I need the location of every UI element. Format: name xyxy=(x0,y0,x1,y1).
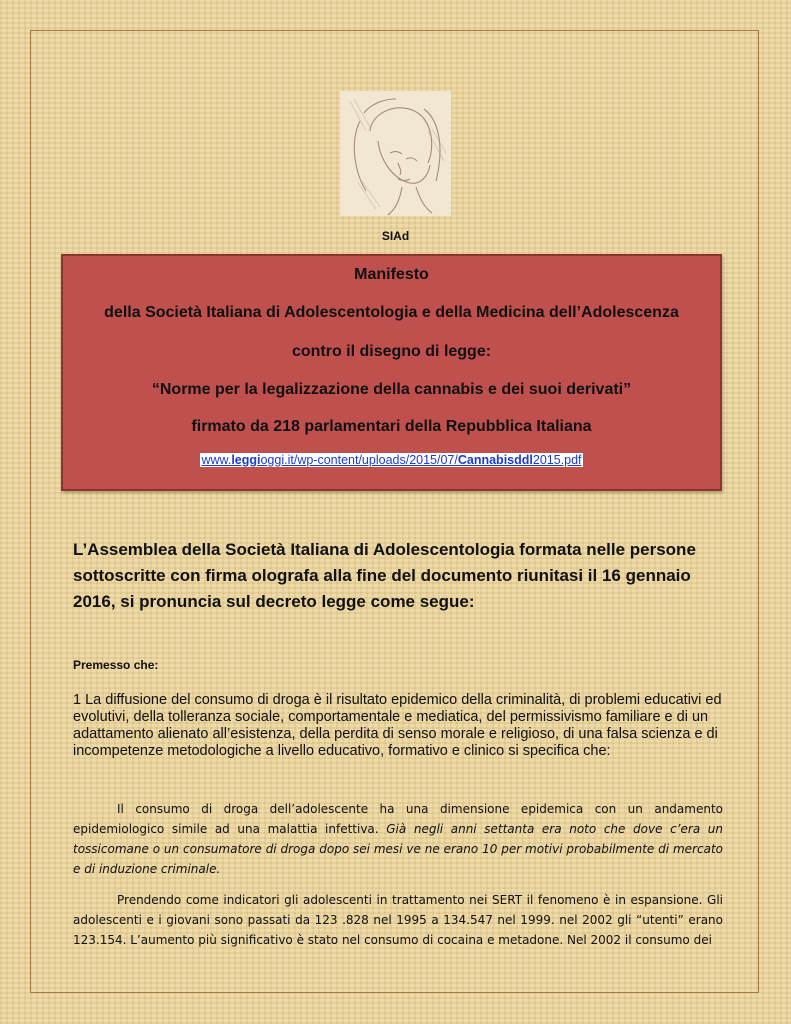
portrait-sketch-image xyxy=(340,91,451,216)
manifesto-title: Manifesto xyxy=(354,266,429,283)
paragraph-epidemic-italic: Già negli anni settanta era noto che dove c’era un tossicomane o un consumatore di droga dopo sei mesi ve ne erano 10 per motivi probabilmente di mercato e di induzione criminale. xyxy=(73,822,723,876)
law-document-link[interactable] xyxy=(63,453,720,467)
manifesto-signed-line: firmato da 218 parlamentari della Repubblica Italiana xyxy=(191,418,592,435)
link-part: oggi.it/wp-content/uploads/2015/07/ xyxy=(260,453,458,467)
manifesto-against-line: contro il disegno di legge: xyxy=(291,343,492,360)
paragraph-epidemic-text: Il consumo di droga dell’adolescente ha una dimensione epidemica con un andamento epidemiologico simile ad una malattia infettiva. xyxy=(73,802,723,836)
org-short-name: SIAd xyxy=(381,229,410,243)
assembly-intro-heading: L’Assemblea della Società Italiana di Adolescentologia formata nelle persone sottoscritte con firma olografa alla fine del documento riunitasi il 16 gennaio 2016, si pronuncia sul decreto legge come segue: xyxy=(73,540,696,611)
paragraph-sert-text: Prendendo come indicatori gli adolescenti in trattamento nei SERT il fenomeno è in espansione. Gli adolescenti e i giovani sono passati da 123 .828 nel 1995 a 134.547 nel 1999. nel 2002 gli “utenti” erano 123.154. L’aumento più significativo è stato nel consumo di cocaina e metadone. Nel 2002 il consumo dei xyxy=(73,893,723,947)
link-text[interactable] xyxy=(200,453,582,467)
portrait-sketch-svg xyxy=(340,91,451,216)
link-part-bold: Cannabisddl xyxy=(457,453,533,467)
link-part: 2015.pdf xyxy=(532,453,582,467)
link-part: www. xyxy=(201,453,232,467)
manifesto-box xyxy=(61,254,722,491)
manifesto-society-line: della Società Italiana di Adolescentologia e della Medicina dell’Adolescenza xyxy=(104,304,679,321)
premesso-heading: Premesso che: xyxy=(73,658,159,672)
point-1-text: 1 La diffusione del consumo di droga è il risultato epidemico della criminalità, di problemi educativi ed evolutivi, della tolleranza sociale, comportamentale e mediatica, del permissivismo familiare e di un adattamento alienato all’esistenza, della perdita di senso morale e religioso, di una falsa scienza e di incompetenze metodologiche a livello educativo, formativo e clinico si specifica che: xyxy=(73,692,722,759)
paragraph-sert xyxy=(73,890,723,950)
paragraph-epidemic xyxy=(73,799,723,879)
manifesto-law-title: “Norme per la legalizzazione della cannabis e dei suoi derivati” xyxy=(151,381,632,398)
link-part-bold: leggi xyxy=(231,453,261,467)
